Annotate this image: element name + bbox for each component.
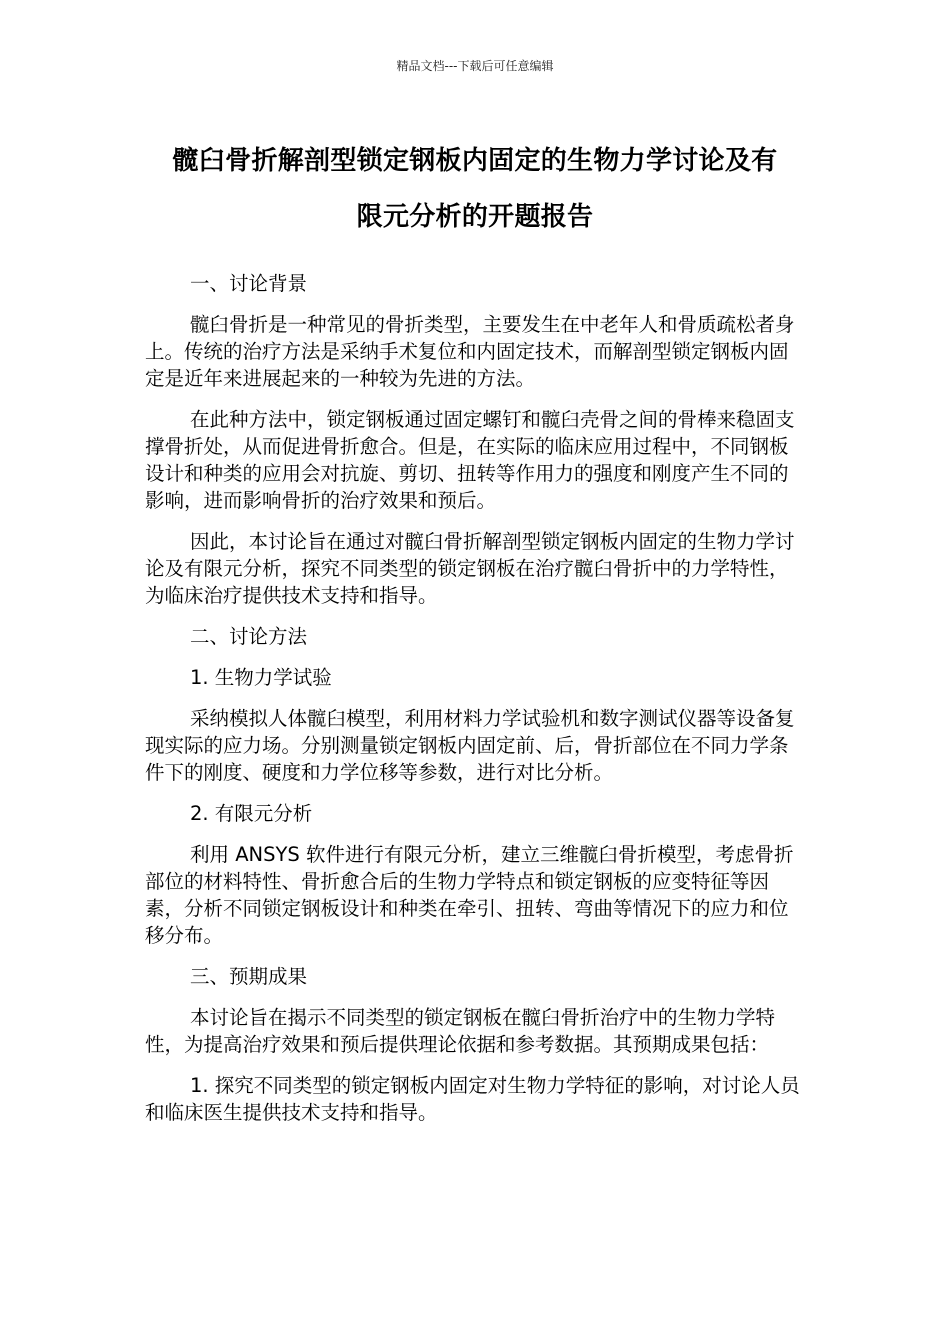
page-header: 精品文档---下载后可任意编辑 xyxy=(396,59,554,73)
paragraph: 采纳模拟人体髋臼模型，利用材料力学试验机和数字测试仪器等设备复现实际的应力场。分别测量锁定钢板内固定前、后，骨折部位在不同力学条件下的刚度、硬度和力学位移等参数，进行对比分析。 xyxy=(145,707,795,784)
title-line-2: 限元分析的开题报告 xyxy=(356,202,594,232)
paragraph: 利用 ANSYS 软件进行有限元分析，建立三维髋臼骨折模型，考虑骨折部位的材料特性、骨折愈合后的生物力学特点和锁定钢板的应变特征等因素，分析不同锁定钢板设计和种类在牵引、扭转、弯曲等情况下的应力和位移分布。 xyxy=(145,843,794,947)
section-heading-background: 一、讨论背景 xyxy=(190,272,308,295)
document-body xyxy=(145,270,807,1140)
section-heading-expected-results: 三、预期成果 xyxy=(190,965,308,988)
subheading-finite-element: 2. 有限元分析 xyxy=(190,802,313,825)
paragraph: 因此，本讨论旨在通过对髋臼骨折解剖型锁定钢板内固定的生物力学讨论及有限元分析，探究不同类型的锁定钢板在治疗髋臼骨折中的力学特性，为临床治疗提供技术支持和指导。 xyxy=(145,530,795,607)
paragraph: 在此种方法中，锁定钢板通过固定螺钉和髋臼壳骨之间的骨棒来稳固支撑骨折处，从而促进骨折愈合。但是，在实际的临床应用过程中，不同钢板设计和种类的应用会对抗旋、剪切、扭转等作用力的强度和刚度产生不同的影响，进而影响骨折的治疗效果和预后。 xyxy=(145,408,795,512)
document-title xyxy=(140,133,810,245)
title-line-1: 髋臼骨折解剖型锁定钢板内固定的生物力学讨论及有 xyxy=(172,146,778,176)
paragraph: 髋臼骨折是一种常见的骨折类型，主要发生在中老年人和骨质疏松者身上。传统的治疗方法是采纳手术复位和内固定技术，而解剖型锁定钢板内固定是近年来进展起来的一种较为先进的方法。 xyxy=(145,313,795,390)
list-item: 1. 探究不同类型的锁定钢板内固定对生物力学特征的影响，对讨论人员和临床医生提供技术支持和指导。 xyxy=(145,1074,800,1124)
subheading-biomechanical-test: 1. 生物力学试验 xyxy=(190,666,332,689)
paragraph: 本讨论旨在揭示不同类型的锁定钢板在髋臼骨折治疗中的生物力学特性，为提高治疗效果和预后提供理论依据和参考数据。其预期成果包括： xyxy=(145,1006,776,1056)
section-heading-methods: 二、讨论方法 xyxy=(190,625,308,648)
